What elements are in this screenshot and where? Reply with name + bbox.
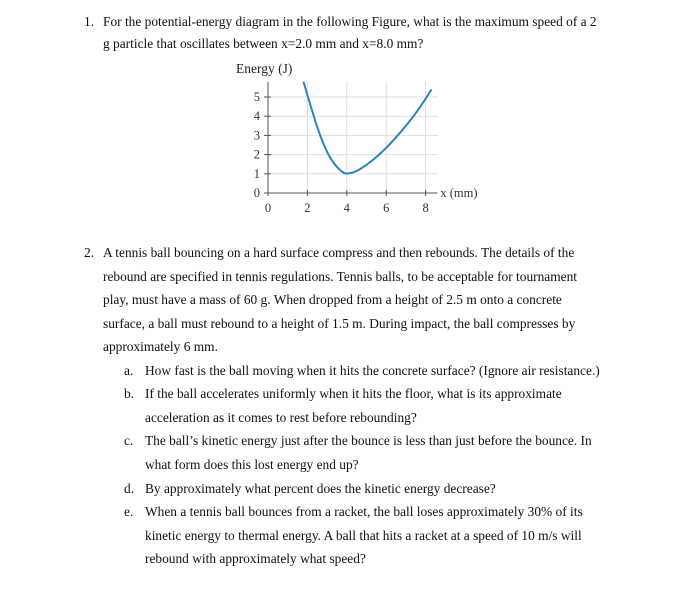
- part-text-line: rebound with approximately what speed?: [145, 551, 366, 567]
- part-text-line: what form does this lost energy end up?: [145, 456, 359, 472]
- x-tick-label: 0: [264, 201, 272, 215]
- part-text-line: kinetic energy to thermal energy. A ball that hits a racket at a speed of 10 m/s will: [145, 527, 582, 543]
- energy-curve: [303, 82, 431, 174]
- question-text-line: play, must have a mass of 60 g. When dropped from a height of 2.5 m onto a concrete: [103, 292, 562, 307]
- y-axis-label: Energy (J): [236, 61, 293, 76]
- y-tick-label: 1: [253, 166, 260, 181]
- part-text-line: acceleration as it comes to rest before rebounding?: [145, 409, 417, 425]
- part-text-line: By approximately what percent does the kinetic energy decrease?: [145, 480, 496, 496]
- question-text-line: For the potential-energy diagram in the following Figure, what is the maximum speed of a 2: [103, 14, 597, 29]
- part-letter: c.: [124, 433, 134, 449]
- y-tick-label: 2: [253, 147, 260, 162]
- y-tick-label: 0: [253, 186, 260, 200]
- x-tick-label: 8: [422, 201, 429, 215]
- part-letter: d.: [124, 480, 135, 496]
- part-letter: b.: [124, 386, 135, 402]
- question-text-line: surface, a ball must rebound to a height of 1.5 m. During impact, the ball compresses by: [103, 315, 576, 331]
- energy-chart: [0, 0, 700, 240]
- part-letter: e.: [124, 504, 134, 520]
- x-tick-label: 4: [343, 201, 350, 215]
- x-axis-label: x (mm): [440, 186, 478, 200]
- part-text-line: If the ball accelerates uniformly when it hits the floor, what is its approximate: [145, 386, 562, 402]
- y-tick-label: 3: [253, 128, 260, 143]
- part-text-line: The ball’s kinetic energy just after the bounce is less than just before the bounce. In: [145, 433, 592, 449]
- part-text-line: When a tennis ball bounces from a racket, the ball loses approximately 30% of its: [145, 504, 583, 520]
- question-text-line: approximately 6 mm.: [103, 339, 218, 354]
- x-tick-label: 2: [304, 201, 311, 215]
- question-text-line: A tennis ball bouncing on a hard surface compress and then rebounds. The details of the: [103, 245, 575, 260]
- question-text-line: rebound are specified in tennis regulations. Tennis balls, to be acceptable for tournament: [103, 268, 578, 284]
- question-text-line: g particle that oscillates between x=2.0 mm and x=8.0 mm?: [103, 36, 424, 51]
- part-text-line: How fast is the ball moving when it hits the concrete surface? (Ignore air resistance.): [145, 362, 600, 378]
- question-number: 2.: [84, 245, 95, 260]
- part-letter: a.: [124, 362, 134, 378]
- question-number: 1.: [84, 14, 95, 29]
- y-tick-label: 4: [253, 109, 260, 124]
- y-tick-label: 5: [253, 90, 260, 104]
- x-tick-label: 6: [383, 201, 390, 215]
